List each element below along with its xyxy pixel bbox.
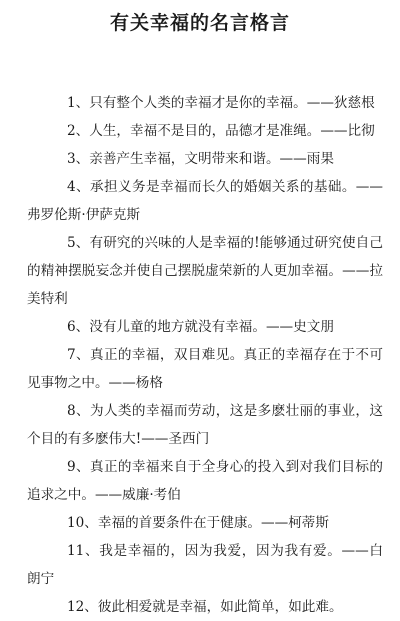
quote-item: 7、真正的幸福，双目难见。真正的幸福存在于不可见事物之中。——杨格 — [27, 347, 383, 391]
quote-item: 3、亲善产生幸福，文明带来和谐。——雨果 — [67, 151, 334, 167]
quote-list — [27, 89, 383, 621]
quote-item: 6、没有儿童的地方就没有幸福。——史文朋 — [67, 319, 334, 335]
page-title: 有关幸福的名言格言 — [109, 12, 290, 34]
quote-item: 12、彼此相爱就是幸福，如此简单，如此难。 — [67, 599, 343, 615]
quote-item: 4、承担义务是幸福而长久的婚姻关系的基础。——弗罗伦斯·伊萨克斯 — [27, 179, 383, 223]
quote-item: 5、有研究的兴味的人是幸福的!能够通过研究使自己的精神摆脱妄念并使自己摆脱虚荣新的人更加幸福。——拉美特利 — [27, 235, 383, 307]
quote-item: 2、人生，幸福不是目的，品德才是准绳。——比彻 — [67, 123, 375, 139]
quote-item: 10、幸福的首要条件在于健康。——柯蒂斯 — [67, 515, 329, 531]
quote-item: 8、为人类的幸福而劳动，这是多麽壮丽的事业，这个目的有多麽伟大!——圣西门 — [27, 403, 383, 447]
quote-item: 1、只有整个人类的幸福才是你的幸福。——狄慈根 — [67, 95, 375, 111]
quote-item: 11、我是幸福的，因为我爱，因为我有爱。——白朗宁 — [27, 543, 383, 587]
quote-item: 9、真正的幸福来自于全身心的投入到对我们目标的追求之中。——威廉·考伯 — [27, 459, 383, 503]
